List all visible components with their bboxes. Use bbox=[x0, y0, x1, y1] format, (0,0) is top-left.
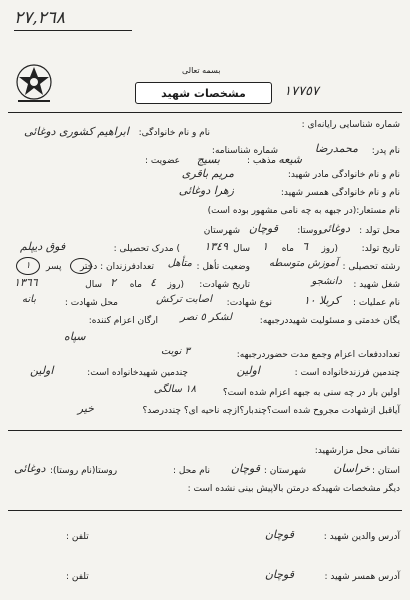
grave-other-label: دیگر مشخصات شهیدکه درمتن بالاپیش بینی نشده است : bbox=[187, 484, 400, 494]
birthdate-year-label: سال bbox=[233, 244, 250, 254]
spouse-phone-label: تلفن : bbox=[66, 572, 89, 582]
village-value: دوغائی bbox=[318, 222, 350, 235]
parents-address-value: قوچان bbox=[264, 528, 294, 541]
martyrdom-place-value: بانه bbox=[22, 294, 36, 305]
religion-label: مذهب : bbox=[246, 156, 276, 166]
martyrdom-place-label: محل شهادت : bbox=[64, 298, 118, 308]
grave-city-label: شهرستان : bbox=[263, 466, 306, 476]
fullname-label: نام و نام خانوادگی: bbox=[138, 128, 210, 138]
birthdate-day-label: (روز bbox=[321, 244, 338, 254]
first-dispatch-label: اولین بار در چه سنی به جبهه اعزام شده است؟ bbox=[222, 388, 400, 398]
martyrdom-date-label: تاریخ شهادت: bbox=[199, 280, 250, 290]
id-number-label: شماره شناسایی رایانه‌ای : bbox=[301, 120, 400, 130]
martyr-order-value: اولین bbox=[30, 364, 54, 377]
spouse-address-label: آدرس همسر شهید : bbox=[324, 572, 400, 582]
religion-value: شیعه bbox=[278, 153, 302, 166]
membership-value: بسیج bbox=[196, 153, 220, 166]
son-count-circle bbox=[16, 257, 40, 275]
grave-province-label: استان : bbox=[371, 466, 400, 476]
dispatch-org-value: سپاه bbox=[64, 330, 86, 343]
job-label: شغل شهید : bbox=[353, 280, 400, 290]
city-label: شهرستان bbox=[203, 226, 240, 236]
operation-label: نام عملیات : bbox=[352, 298, 400, 308]
spouse-label: نام و نام خانوادگی همسر شهید: bbox=[280, 188, 400, 198]
nickname-label: نام مستعار:(در جبهه به چه نامی مشهور بوده است) bbox=[207, 206, 400, 216]
marital-value: متأهل bbox=[167, 258, 192, 269]
birthdate-label: تاریخ تولد: bbox=[361, 244, 400, 254]
father-value: محمدرضا bbox=[314, 142, 358, 155]
header-divider bbox=[8, 112, 402, 113]
membership-label: عضویت : bbox=[144, 156, 180, 166]
son-label: پسر bbox=[46, 262, 62, 272]
major-value: آموزش متوسطه bbox=[269, 258, 338, 269]
grave-place-label: نام محل : bbox=[172, 466, 210, 476]
father-label: نام پدر: bbox=[371, 146, 400, 156]
fullname-value: ابراهیم کشوری دوغائی bbox=[24, 125, 129, 138]
job-value: دانشجو bbox=[311, 276, 342, 287]
mother-value: مریم باقری bbox=[181, 167, 234, 180]
martyrdom-month: ٢ bbox=[110, 276, 116, 289]
birthdate-month: ١ bbox=[262, 240, 268, 253]
grave-village-label: روستا(نام روستا): bbox=[50, 466, 118, 476]
parents-address-label: آدرس والدین شهید : bbox=[323, 532, 400, 542]
unit-value: لشکر ٥ نصر bbox=[180, 312, 232, 323]
grave-city-value: قوچان bbox=[230, 462, 260, 475]
unit-label: یگان خدمتی و مسئولیت شهیددرجبهه: bbox=[259, 316, 400, 326]
village-label: روستا: bbox=[297, 226, 322, 236]
martyrdom-type-value: اصابت ترکش bbox=[156, 294, 212, 305]
birthdate-year: ١٣٤٩ bbox=[204, 240, 228, 253]
birthdate-month-label: ماه bbox=[281, 244, 294, 254]
address-divider bbox=[8, 510, 402, 511]
birth-cert-label: شماره شناسنامه: bbox=[211, 146, 278, 156]
city-value: قوچان bbox=[248, 222, 278, 235]
martyrdom-type-label: نوع شهادت: bbox=[226, 298, 272, 308]
martyrdom-year-label: سال bbox=[85, 280, 102, 290]
martyrdom-day: ٤ bbox=[150, 276, 156, 289]
martyrdom-day-label: (روز bbox=[167, 280, 184, 290]
child-order-label: چندمین فرزندخانواده است : bbox=[294, 368, 400, 378]
daughter-count-circle bbox=[70, 258, 92, 274]
spouse-value: زهرا دوغائی bbox=[178, 184, 234, 197]
dispatch-count-label: تعداددفعات اعزام وجمع مدت حضوردرجبهه: bbox=[236, 350, 400, 360]
birthplace-label: محل تولد : bbox=[359, 226, 400, 236]
grave-province-value: خراسان bbox=[333, 462, 370, 475]
title-box bbox=[135, 82, 272, 104]
dispatch-count-value: ٣ نوبت bbox=[160, 346, 190, 357]
spouse-address-value: قوچان bbox=[264, 568, 294, 581]
education-value: فوق دیپلم bbox=[20, 240, 66, 253]
marital-label: وضعیت تأهل : bbox=[196, 262, 250, 272]
martyrdom-month-label: ماه bbox=[129, 280, 142, 290]
birthdate-day: ٦ bbox=[302, 240, 308, 253]
form-code: ١٧٧٥٧ bbox=[284, 84, 319, 99]
major-label: رشته تحصیلی : bbox=[342, 262, 400, 272]
mother-label: نام و نام خانوادگی مادر شهید: bbox=[287, 170, 400, 180]
operation-value: کربلا ١٠ bbox=[303, 294, 340, 307]
injury-value: خیر bbox=[77, 402, 94, 415]
first-dispatch-value: ١٨ سالگی bbox=[153, 384, 196, 395]
bismillah: بسمه تعالی bbox=[182, 66, 221, 75]
top-underline bbox=[14, 30, 132, 31]
injury-label: آیاقبل ازشهادت مجروح شده است؟چندبار؟ازچه ناحیه ای؟ چنددرصد؟ bbox=[142, 406, 400, 416]
grave-village-value: دوغائی bbox=[14, 462, 46, 475]
martyr-order-label: چندمین شهیدخانواده است: bbox=[87, 368, 188, 378]
martyrdom-year: ١٣٦٦ bbox=[14, 276, 38, 289]
page-title: مشخصات شهید bbox=[161, 86, 246, 100]
top-number: ٢٧,٢٦٨ bbox=[14, 8, 66, 28]
education-label: ) مدرک تحصیلی : bbox=[113, 244, 180, 254]
children-label: تعدادفرزندان : دختر bbox=[79, 262, 154, 272]
grave-title: نشانی محل مزارشهید: bbox=[314, 446, 400, 456]
star-emblem-icon bbox=[12, 62, 56, 106]
parents-phone-label: تلفن : bbox=[66, 532, 89, 542]
son-count-value: ١ bbox=[25, 261, 31, 271]
section-divider bbox=[8, 430, 402, 431]
child-order-value: اولین bbox=[236, 364, 260, 377]
dispatch-org-label: ارگان اعزام کننده: bbox=[88, 316, 158, 326]
